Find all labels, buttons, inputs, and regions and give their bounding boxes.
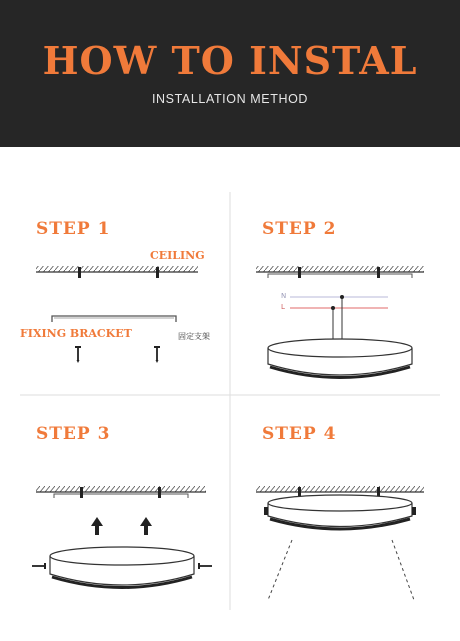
step2-label: STEP 2	[262, 219, 337, 239]
step3-screw-left	[32, 563, 46, 569]
step3-label: STEP 3	[36, 424, 111, 444]
ceiling-label: CEILING	[150, 249, 205, 262]
step4-ceiling	[256, 486, 424, 492]
fixing-bracket-cn-label: 固定支架	[178, 332, 210, 341]
step4-label: STEP 4	[262, 424, 337, 444]
step3-arrow-up-left	[91, 517, 103, 535]
step1-anchor-right	[156, 267, 159, 278]
step4-lamp-mounted	[264, 495, 416, 529]
fixing-bracket-label: FIXING BRACKET	[20, 327, 132, 340]
step1-label: STEP 1	[36, 219, 111, 239]
step2-lamp	[268, 339, 412, 378]
step2-anchor-right	[377, 267, 380, 278]
step3-anchor-left	[80, 487, 83, 498]
step1-ceiling	[36, 266, 198, 272]
step3-anchor-right	[158, 487, 161, 498]
step2-anchor-left	[298, 267, 301, 278]
step1-anchor-left	[78, 267, 81, 278]
step1-fixing-bracket	[52, 316, 176, 322]
step4-light-beams	[268, 540, 414, 600]
step3-lamp	[50, 547, 194, 588]
page-title: HOW TO INSTAL	[42, 38, 418, 83]
step3-ceiling	[36, 486, 206, 498]
wire-n-label: N	[281, 292, 287, 300]
step1-screw-right	[154, 346, 160, 363]
grid-dividers	[20, 192, 440, 610]
step3-arrow-up-right	[140, 517, 152, 535]
step2-ceiling	[256, 266, 424, 278]
step2-wires	[290, 295, 388, 342]
step3-screw-right	[198, 563, 212, 569]
step1-screw-left	[75, 346, 81, 363]
wire-l-label: L	[281, 303, 285, 311]
page-subtitle: INSTALLATION METHOD	[151, 92, 309, 106]
